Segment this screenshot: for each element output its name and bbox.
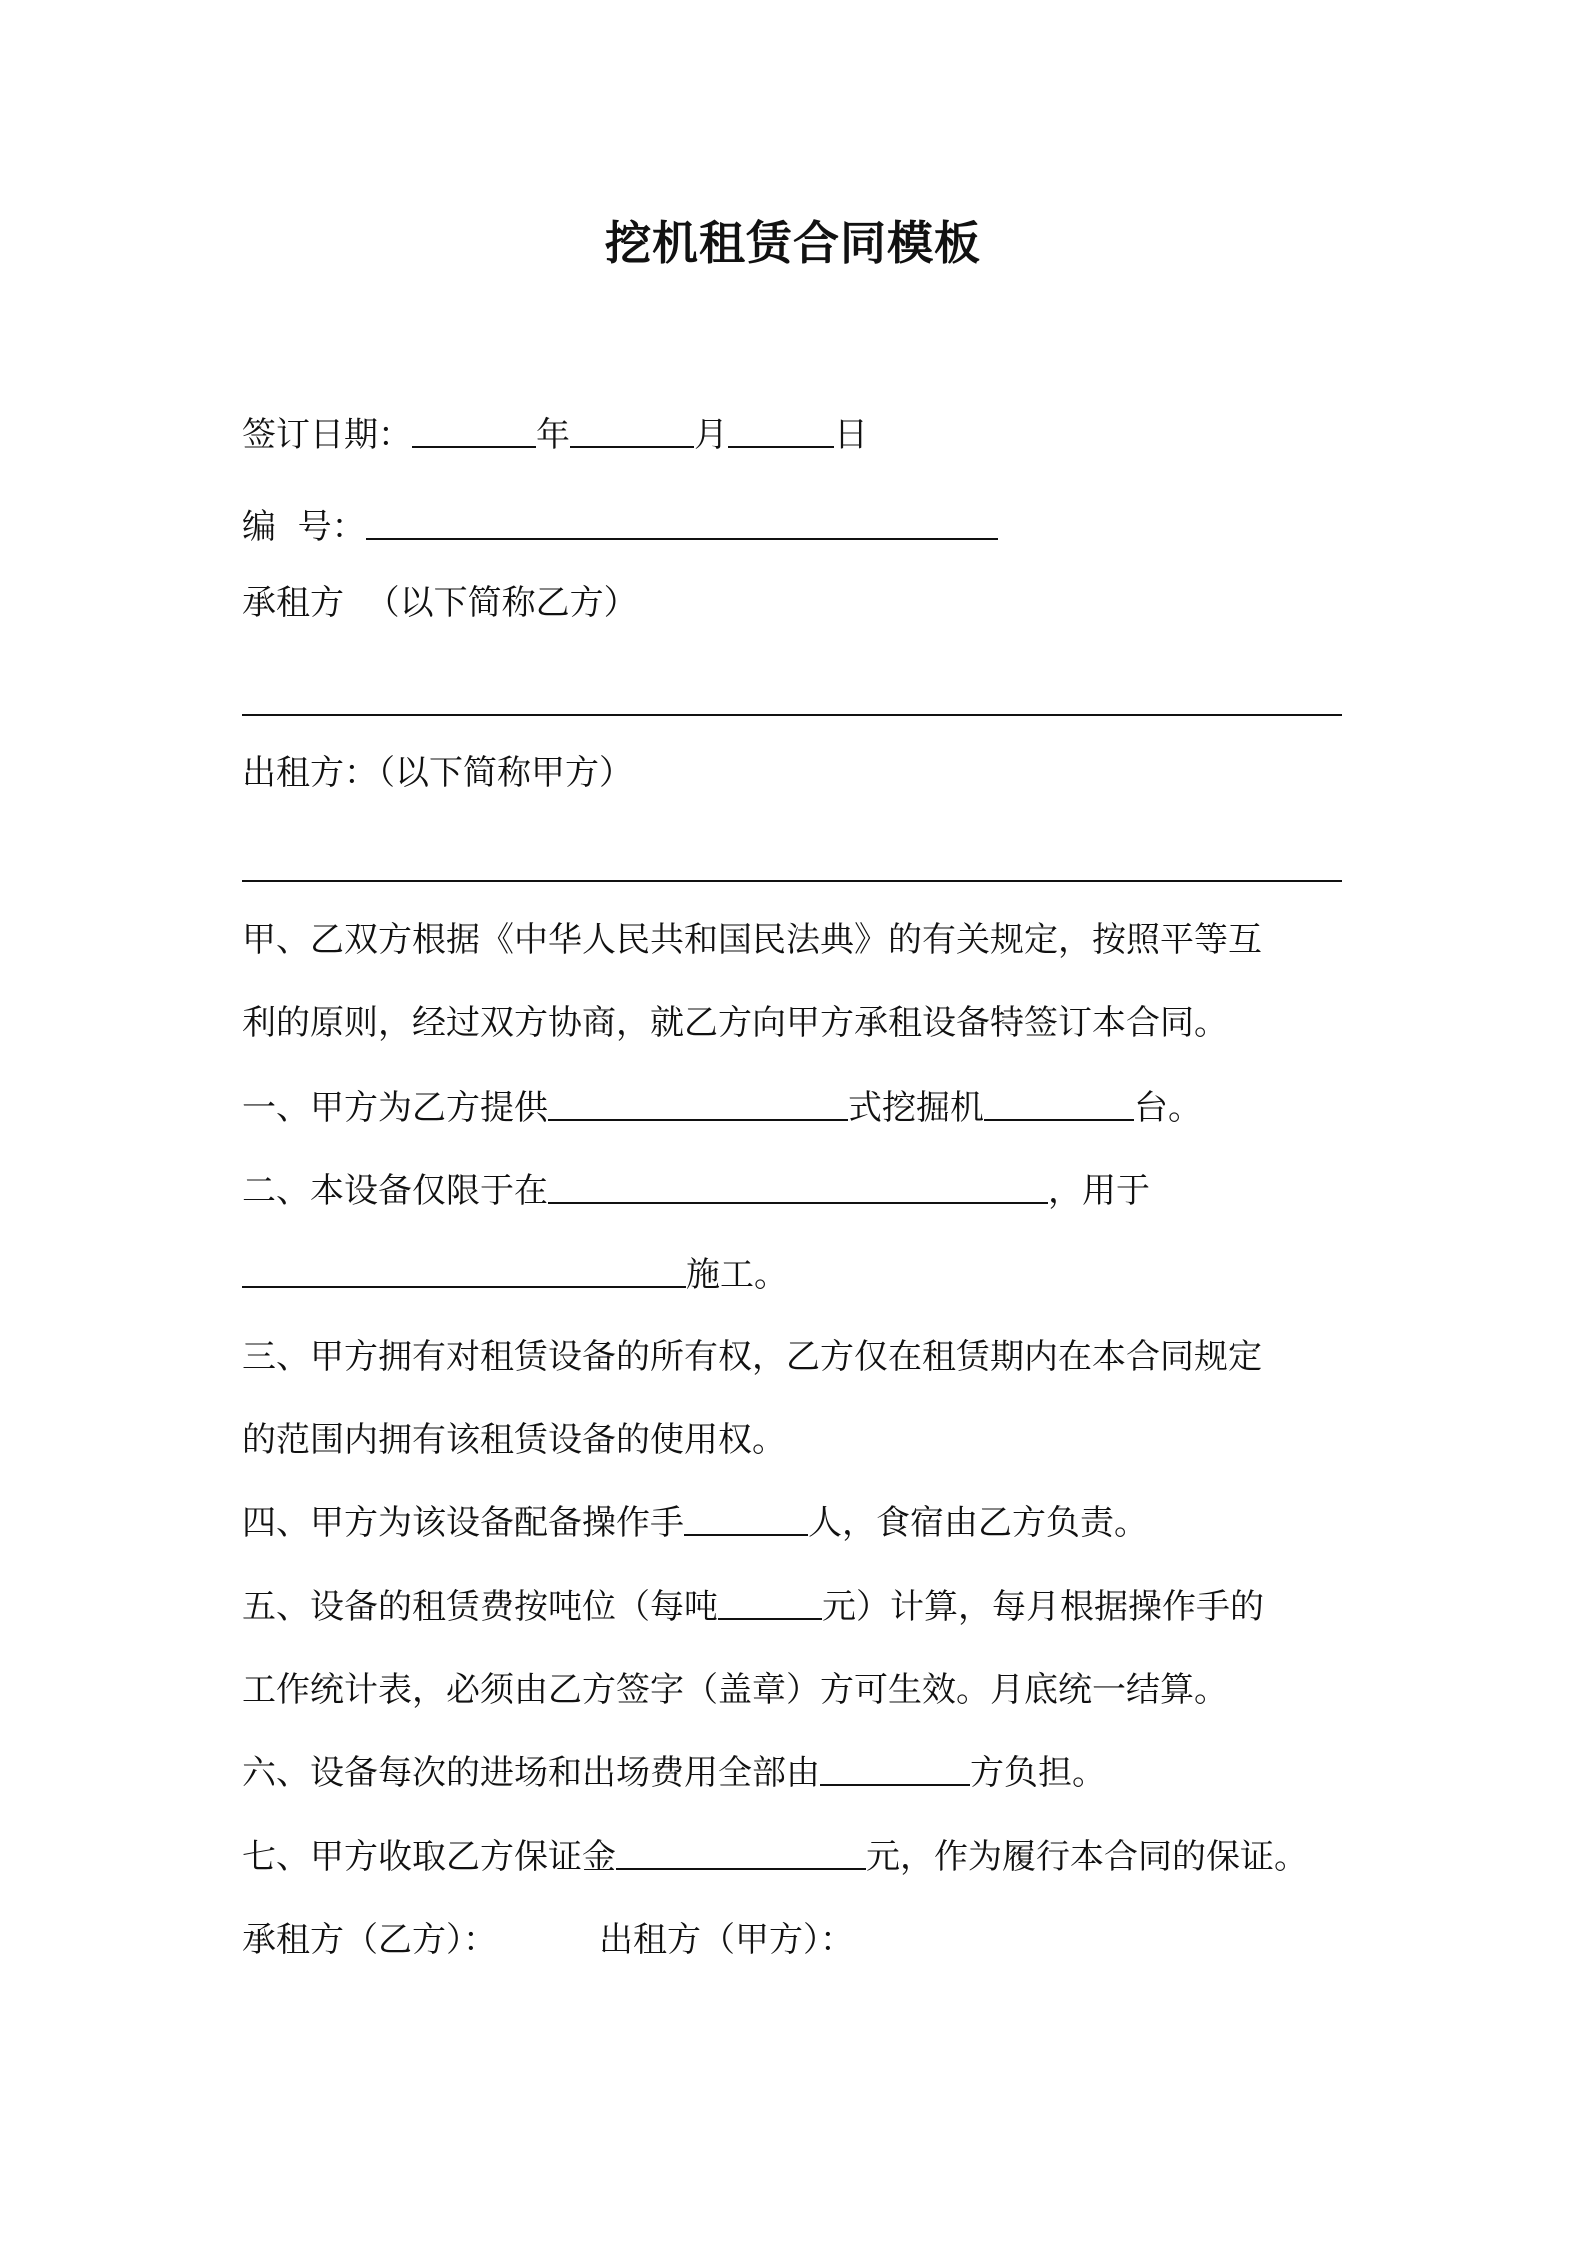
clause-2-line-2 xyxy=(242,1250,1352,1300)
lessee-name-blank[interactable] xyxy=(242,714,1342,716)
clause-1-part-a: 一、甲方为乙方提供 xyxy=(242,1088,548,1128)
clause-1-part-b: 式挖掘机 xyxy=(848,1088,984,1128)
transport-fee-party-blank[interactable] xyxy=(820,1784,970,1786)
clause-7-part-a: 七、甲方收取乙方保证金 xyxy=(242,1837,616,1877)
signing-date-line xyxy=(242,410,1352,460)
excavator-model-blank[interactable] xyxy=(548,1119,848,1121)
clause-1-part-c: 台。 xyxy=(1134,1088,1202,1128)
operator-count-blank[interactable] xyxy=(684,1534,808,1536)
month-label: 月 xyxy=(694,415,728,455)
day-label: 日 xyxy=(834,415,868,455)
contract-number-label: 编 号： xyxy=(242,507,366,547)
preamble-line-1: 甲、乙双方根据《中华人民共和国民法典》的有关规定，按照平等互 xyxy=(242,920,1262,960)
clause-3-line-2: 的范围内拥有该租赁设备的使用权。 xyxy=(242,1420,786,1460)
clause-7-part-b: 元，作为履行本合同的保证。 xyxy=(866,1837,1308,1877)
clause-1 xyxy=(242,1083,1352,1133)
clause-6-part-a: 六、设备每次的进场和出场费用全部由 xyxy=(242,1753,820,1793)
lessor-intro: 出租方：（以下简称甲方） xyxy=(242,753,633,793)
year-label: 年 xyxy=(536,415,570,455)
clause-6 xyxy=(242,1748,1352,1798)
clause-4 xyxy=(242,1498,1352,1548)
construction-project-blank[interactable] xyxy=(242,1286,686,1288)
lessor-name-blank[interactable] xyxy=(242,880,1342,882)
clause-3-line-1: 三、甲方拥有对租赁设备的所有权，乙方仅在租赁期内在本合同规定 xyxy=(242,1337,1262,1377)
year-blank[interactable] xyxy=(412,446,536,448)
lessee-intro: 承租方 （以下简称乙方） xyxy=(242,583,638,623)
clause-2-part-c: 施工。 xyxy=(686,1255,788,1295)
price-per-ton-blank[interactable] xyxy=(718,1618,822,1620)
clause-5-part-a: 五、设备的租赁费按吨位（每吨 xyxy=(242,1587,718,1627)
clause-6-part-b: 方负担。 xyxy=(970,1753,1106,1793)
clause-4-part-b: 人，食宿由乙方负责。 xyxy=(808,1503,1148,1543)
clause-2-part-b: ，用于 xyxy=(1048,1171,1150,1211)
excavator-count-blank[interactable] xyxy=(984,1119,1134,1121)
clause-2 xyxy=(242,1166,1352,1216)
contract-number-blank[interactable] xyxy=(366,538,998,540)
clause-7 xyxy=(242,1832,1352,1882)
preamble-line-2: 利的原则，经过双方协商，就乙方向甲方承租设备特签订本合同。 xyxy=(242,1003,1228,1043)
clause-4-part-a: 四、甲方为该设备配备操作手 xyxy=(242,1503,684,1543)
usage-location-blank[interactable] xyxy=(548,1202,1048,1204)
clause-5-line-2: 工作统计表，必须由乙方签字（盖章）方可生效。月底统一结算。 xyxy=(242,1670,1228,1710)
clause-5 xyxy=(242,1582,1352,1632)
signature-line xyxy=(242,1915,1352,1965)
clause-5-part-b: 元）计算，每月根据操作手的 xyxy=(822,1587,1264,1627)
month-blank[interactable] xyxy=(570,446,694,448)
contract-number-line xyxy=(242,502,1352,552)
lessor-signature-label: 出租方（甲方）： xyxy=(599,1920,854,1960)
document-title: 挖机租赁合同模板 xyxy=(605,216,981,270)
clause-2-part-a: 二、本设备仅限于在 xyxy=(242,1171,548,1211)
day-blank[interactable] xyxy=(728,446,834,448)
lessee-signature-label: 承租方（乙方）： xyxy=(242,1920,497,1960)
signing-date-label: 签订日期： xyxy=(242,415,412,455)
deposit-amount-blank[interactable] xyxy=(616,1868,866,1870)
